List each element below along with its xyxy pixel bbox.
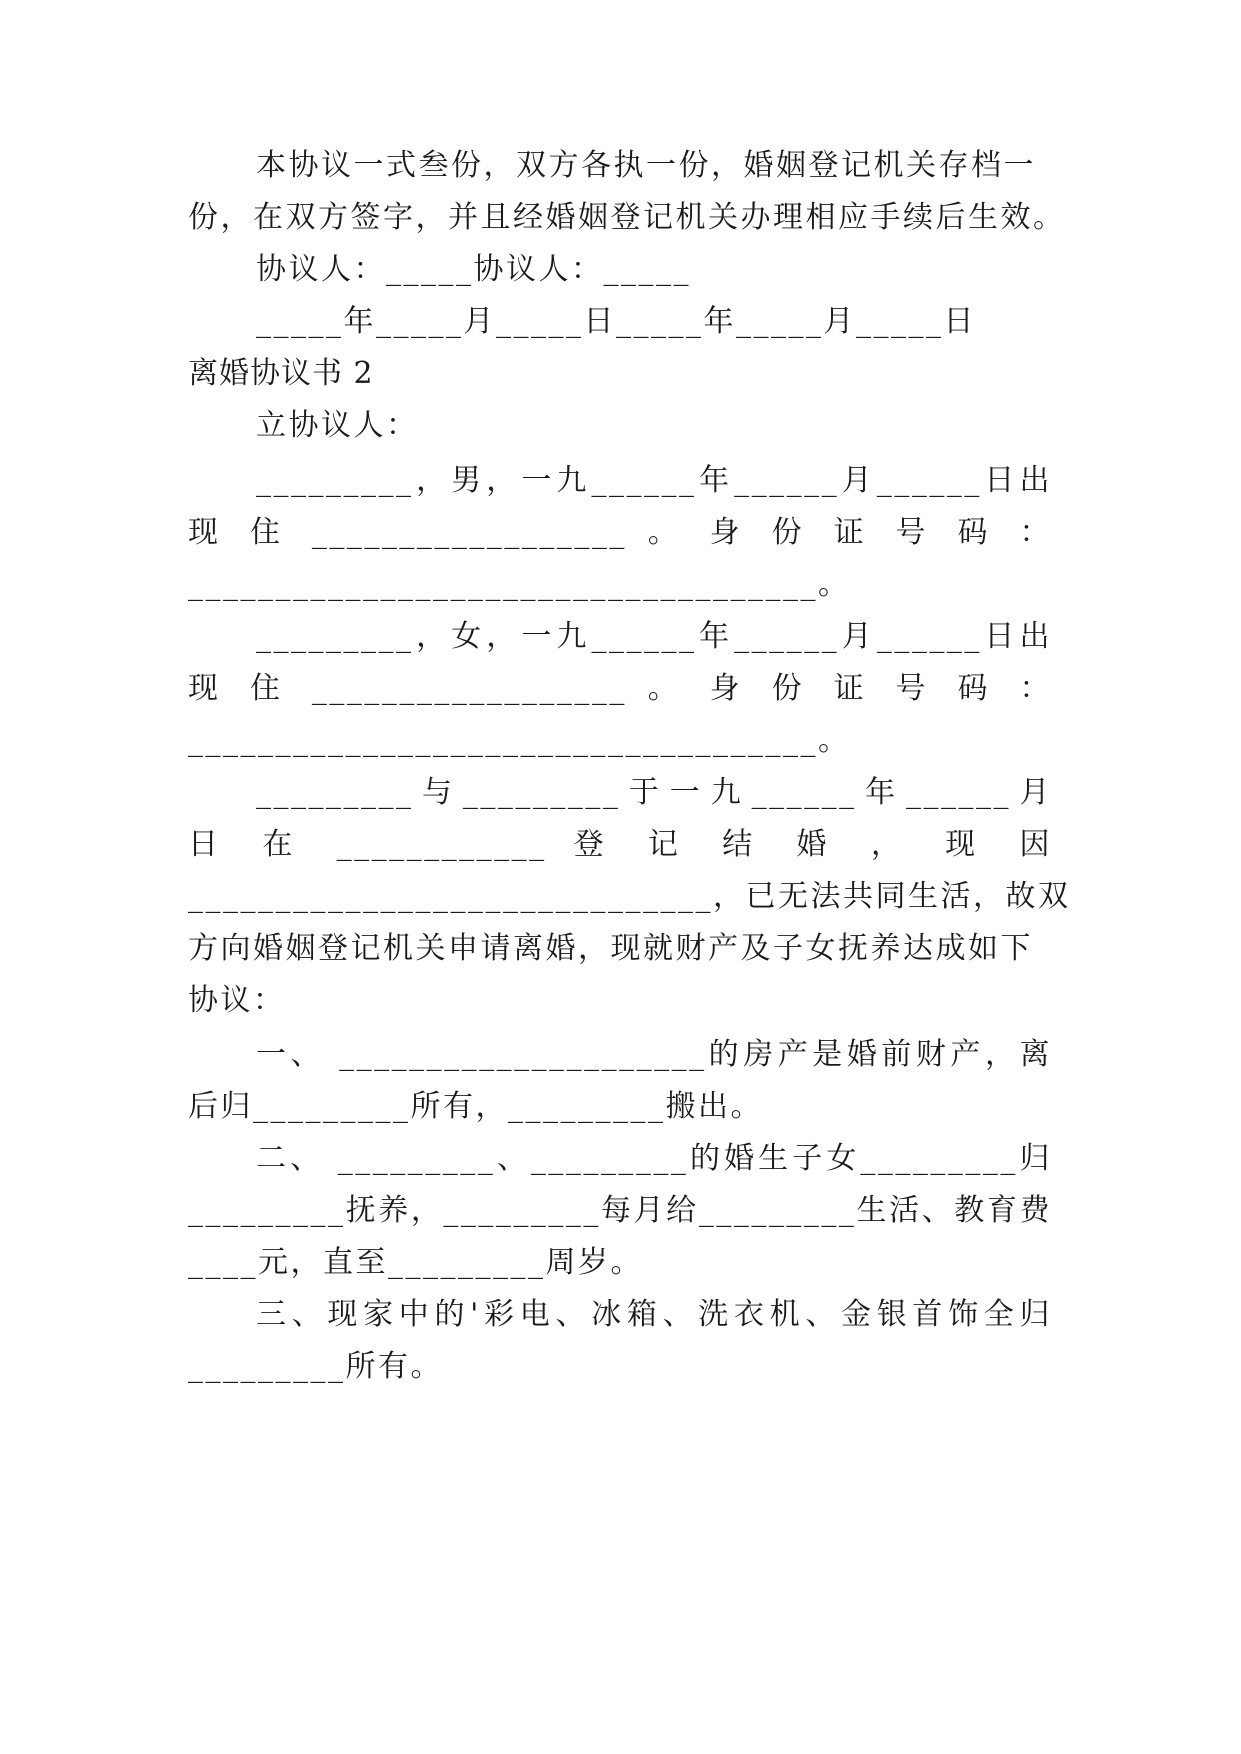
clause-two-line-3: ____元，直至_________周岁。: [188, 1245, 643, 1280]
female-party-line-1: _________，女，一九______年______月______日出: [256, 619, 1052, 654]
female-party-line-3: ____________________________________。: [188, 723, 851, 758]
section-title: 离婚协议书 2: [188, 356, 374, 391]
paragraph-copies-line-1: 本协议一式叁份，双方各执一份，婚姻登记机关存档一: [256, 148, 1036, 183]
marriage-paragraph-line-5: 协议：: [188, 983, 286, 1018]
marriage-paragraph-line-3: ______________________________，已无法共同生活，故双: [188, 879, 1071, 914]
paragraph-copies-line-2: 份，在双方签字，并且经婚姻登记机关办理相应手续后生效。: [188, 200, 1066, 235]
marriage-paragraph-line-1: _________与_________于一九______年______月: [256, 775, 1052, 810]
male-party-line-3: ____________________________________。: [188, 567, 851, 602]
marriage-paragraph-line-2: 日 在 ____________ 登 记 结 婚 ， 现 因: [188, 827, 1052, 862]
parties-heading: 立协议人：: [256, 408, 419, 443]
marriage-paragraph-line-4: 方向婚姻登记机关申请离婚，现就财产及子女抚养达成如下: [188, 931, 1033, 966]
clause-three-line-2: _________所有。: [188, 1349, 443, 1384]
clause-two-line-1: 二、 _________、_________的婚生子女_________归: [256, 1141, 1052, 1176]
male-party-line-1: _________，男，一九______年______月______日出: [256, 463, 1052, 498]
clause-one-line-1: 一、 _____________________的房产是婚前财产，离: [256, 1037, 1052, 1072]
signature-dates-line: _____年_____月_____日_____年_____月_____日: [256, 304, 976, 339]
clause-one-line-2: 后归_________所有，_________搬出。: [188, 1089, 763, 1124]
clause-two-line-2: _________抚养，_________每月给_________生活、教育费: [188, 1193, 1052, 1228]
female-party-line-2: 现 住 __________________ 。 身 份 证 号 码 ：: [188, 671, 1052, 706]
clause-three-line-1: 三、现家中的'彩电、冰箱、洗衣机、金银首饰全归: [256, 1297, 1052, 1332]
signatories-line: 协议人：_____协议人：_____: [256, 252, 691, 287]
male-party-line-2: 现 住 __________________ 。 身 份 证 号 码 ：: [188, 515, 1052, 550]
